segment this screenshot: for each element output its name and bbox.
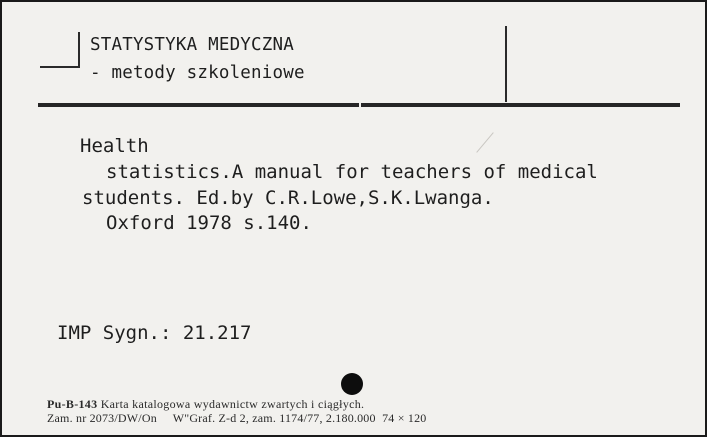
header-right-divider (505, 26, 507, 102)
subject-heading: STATYSTYKA MEDYCZNA (90, 35, 294, 55)
header-left-underline (40, 66, 80, 68)
footer-line-1 (47, 397, 364, 412)
entry-line-2: statistics.A manual for teachers of medical (106, 161, 598, 183)
entry-line-3: students. Ed.by C.R.Lowe,S.K.Lwanga. (82, 187, 494, 209)
punch-hole (341, 373, 363, 395)
pencil-mark (476, 132, 493, 153)
header-left-bar (78, 32, 80, 68)
header-rule-gap (359, 103, 361, 107)
footer-form-title: Karta katalogowa wydawnictw zwartych i ciągłych. (97, 397, 365, 411)
footer-line-2: Zam. nr 2073/DW/On W"Graf. Z-d 2, zam. 1174/77, 2.180.000 74 × 120 (47, 411, 427, 425)
call-number: IMP Sygn.: 21.217 (57, 322, 252, 344)
footer-form-code: Pu-B-143 (47, 397, 98, 411)
catalog-card (2, 2, 705, 435)
entry-line-4: Oxford 1978 s.140. (106, 212, 312, 234)
entry-line-1: Health (80, 135, 149, 157)
subject-subheading: - metody szkoleniowe (90, 63, 305, 83)
